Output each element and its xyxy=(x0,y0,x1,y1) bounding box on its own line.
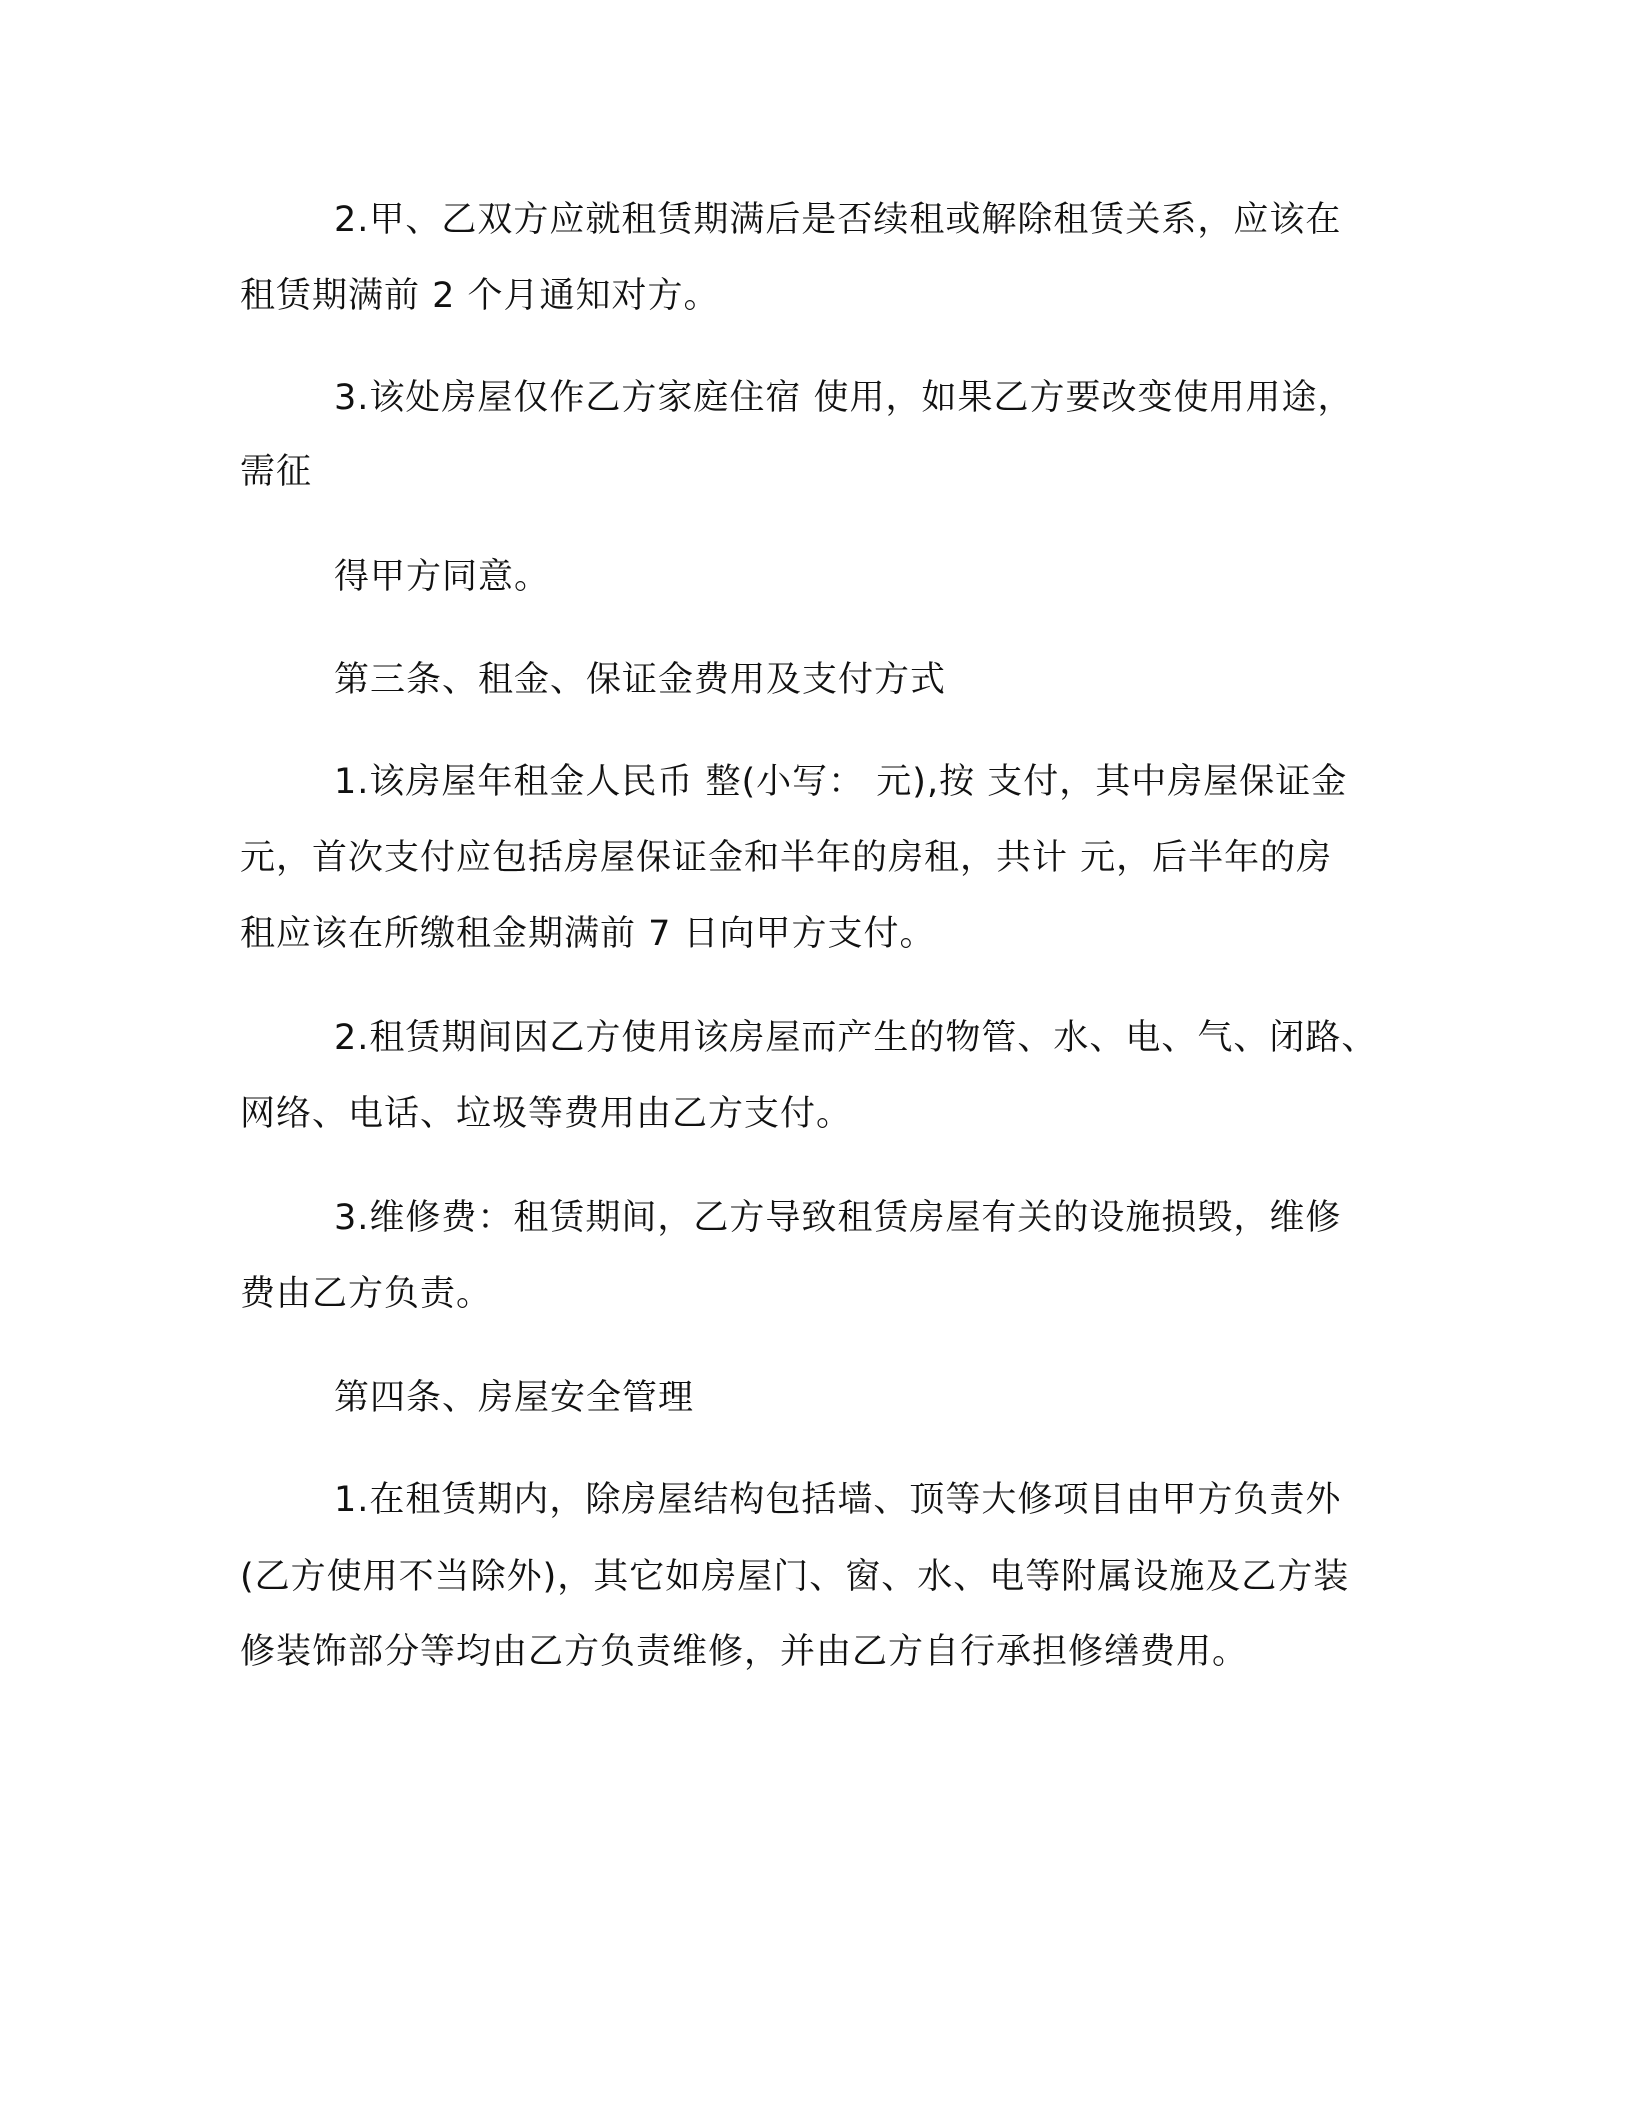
paragraph-line: 租应该在所缴租金期满前 7 日向甲方支付。 xyxy=(240,914,936,954)
paragraph-line: 1.在租赁期内，除房屋结构包括墙、顶等大修项目由甲方负责外 xyxy=(334,1480,1342,1520)
paragraph-line: 2.租赁期间因乙方使用该房屋而产生的物管、水、电、气、闭路、 xyxy=(334,1018,1378,1058)
paragraph-line: 3.维修费：租赁期间，乙方导致租赁房屋有关的设施损毁，维修 xyxy=(334,1198,1342,1238)
paragraph-line: (乙方使用不当除外)，其它如房屋门、窗、水、电等附属设施及乙方装 xyxy=(240,1557,1350,1597)
paragraph-line: 需征 xyxy=(240,452,313,492)
paragraph-line: 2.甲、乙双方应就租赁期满后是否续租或解除租赁关系，应该在 xyxy=(334,200,1342,240)
paragraph-line: 费由乙方负责。 xyxy=(240,1274,493,1314)
paragraph-line: 元，首次支付应包括房屋保证金和半年的房租，共计 元，后半年的房 xyxy=(240,838,1333,878)
section-heading: 第三条、租金、保证金费用及支付方式 xyxy=(334,660,947,700)
paragraph-line: 修装饰部分等均由乙方负责维修，并由乙方自行承担修缮费用。 xyxy=(240,1632,1249,1672)
paragraph-line: 租赁期满前 2 个月通知对方。 xyxy=(240,276,720,316)
paragraph-line: 得甲方同意。 xyxy=(334,557,551,597)
paragraph-line: 3.该处房屋仅作乙方家庭住宿 使用，如果乙方要改变使用用途， xyxy=(334,378,1354,418)
paragraph-line: 网络、电话、垃圾等费用由乙方支付。 xyxy=(240,1094,853,1134)
paragraph-line: 1.该房屋年租金人民币 整(小写： 元),按 支付，其中房屋保证金 xyxy=(334,762,1348,802)
section-heading: 第四条、房屋安全管理 xyxy=(334,1378,695,1418)
